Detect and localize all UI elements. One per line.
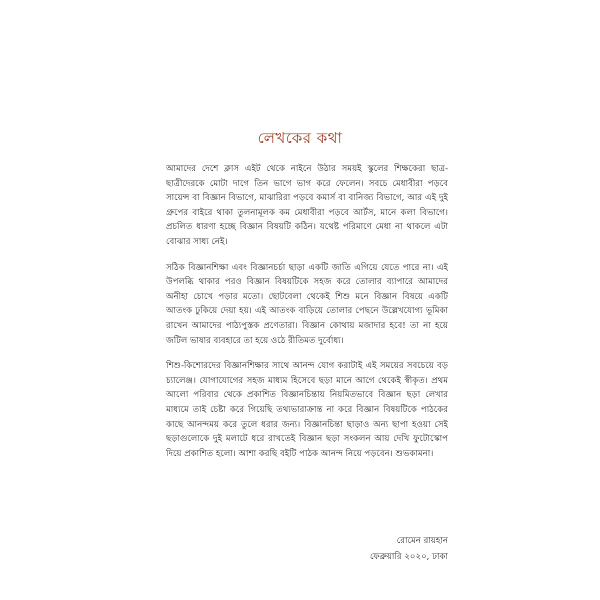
author-name: রোমেন রায়হান <box>396 536 448 546</box>
signature-block <box>370 533 448 565</box>
body-text <box>166 162 448 472</box>
date-place: ফেব্রুয়ারি ২০২০, ঢাকা <box>369 552 448 562</box>
page-title: লেখকের কথা <box>257 129 343 147</box>
paragraph-3: শিশু-কিশোরদের বিজ্ঞানশিক্ষার সাথে আনন্দ যোগ করাটাই এই সময়ের সবচেয়ে বড় চ্যালেঞ্জ। যোগাযোগের সহজ মাধ্যম হিসেবে ছড়া মানে আগে থেকেই স্বীকৃত। প্রথম আলো পরিবার থেকে প্রকাশিত বিজ্ঞানচিন্তায় নিয়মিতভাবে বিজ্ঞান ছড়া লেখার মাধ্যমে তাই চেষ্টা করে গিয়েছি তথ্যভারাক্রান্ত না করে বিজ্ঞান বিষয়টিকে পাঠকের কাছে আনন্দময় করে তুলে ধরার জন্য। বিজ্ঞানচিন্তা ছাড়াও অন্য ছাপা হওয়া সেই ছড়াগুলোকে দুই মলাটে ধরে রাখতেই বিজ্ঞান ছড়া সংকলন আয় দেখি ফুটোস্কোপ দিয়ে প্রকাশিত হলো। আশা করছি বইটি পাঠক আনন্দ নিয়ে পড়বেন। শুভকামনা। <box>166 361 448 459</box>
paragraph-2: সঠিক বিজ্ঞানশিক্ষা এবং বিজ্ঞানচর্চা ছাড়া একটি জাতি এগিয়ে যেতে পারে না। এই উপলব্ধি থাকার পরও বিজ্ঞান বিষয়টিকে সহজ করে তোলার ব্যাপারে আমাদের অনীহা চোখে পড়ার মতো। ছোটবেলা থেকেই শিশু মনে বিজ্ঞান বিষয়ে একটি আতংক ঢুকিয়ে দেয়া হয়। এই আতংক বাড়িয়ে তোলার পেছনে উল্লেখযোগ্য ভূমিকা রাখেন আমাদের পাঠ্যপুস্তক প্রণেতারা। বিজ্ঞান কোথায় মজাদার হবে! তা না হয়ে জটিল ভাষার ব্যবহারে তা হয়ে ওঠে রীতিমত দুর্বোধ্য। <box>166 262 448 346</box>
paragraph-1: আমাদের দেশে ক্লাস এইট থেকে নাইনে উঠার সময়ই স্কুলের শিক্ষকেরা ছাত্র-ছাত্রীদেরকে মোটা দাগে তিন ভাগে ভাগ করে ফেলেন। সবচে মেধাবীরা পড়বে সায়েন্স বা বিজ্ঞান বিভাগে, মাঝারিরা পড়বে কমার্স বা বানিজ্য বিভাগে, আর এই দুই গ্রুপের বাইরে থাকা তুলনামূলক কম মেধাবীরা পড়বে আর্টস, মানে কলা বিভাগে। প্রচলিত ধারণা হচ্ছে বিজ্ঞান বিষয়টি কঠিন। যথেষ্ট পরিমাণে মেধা না থাকলে এটা বোঝার সাধ্য নেই। <box>166 164 448 247</box>
